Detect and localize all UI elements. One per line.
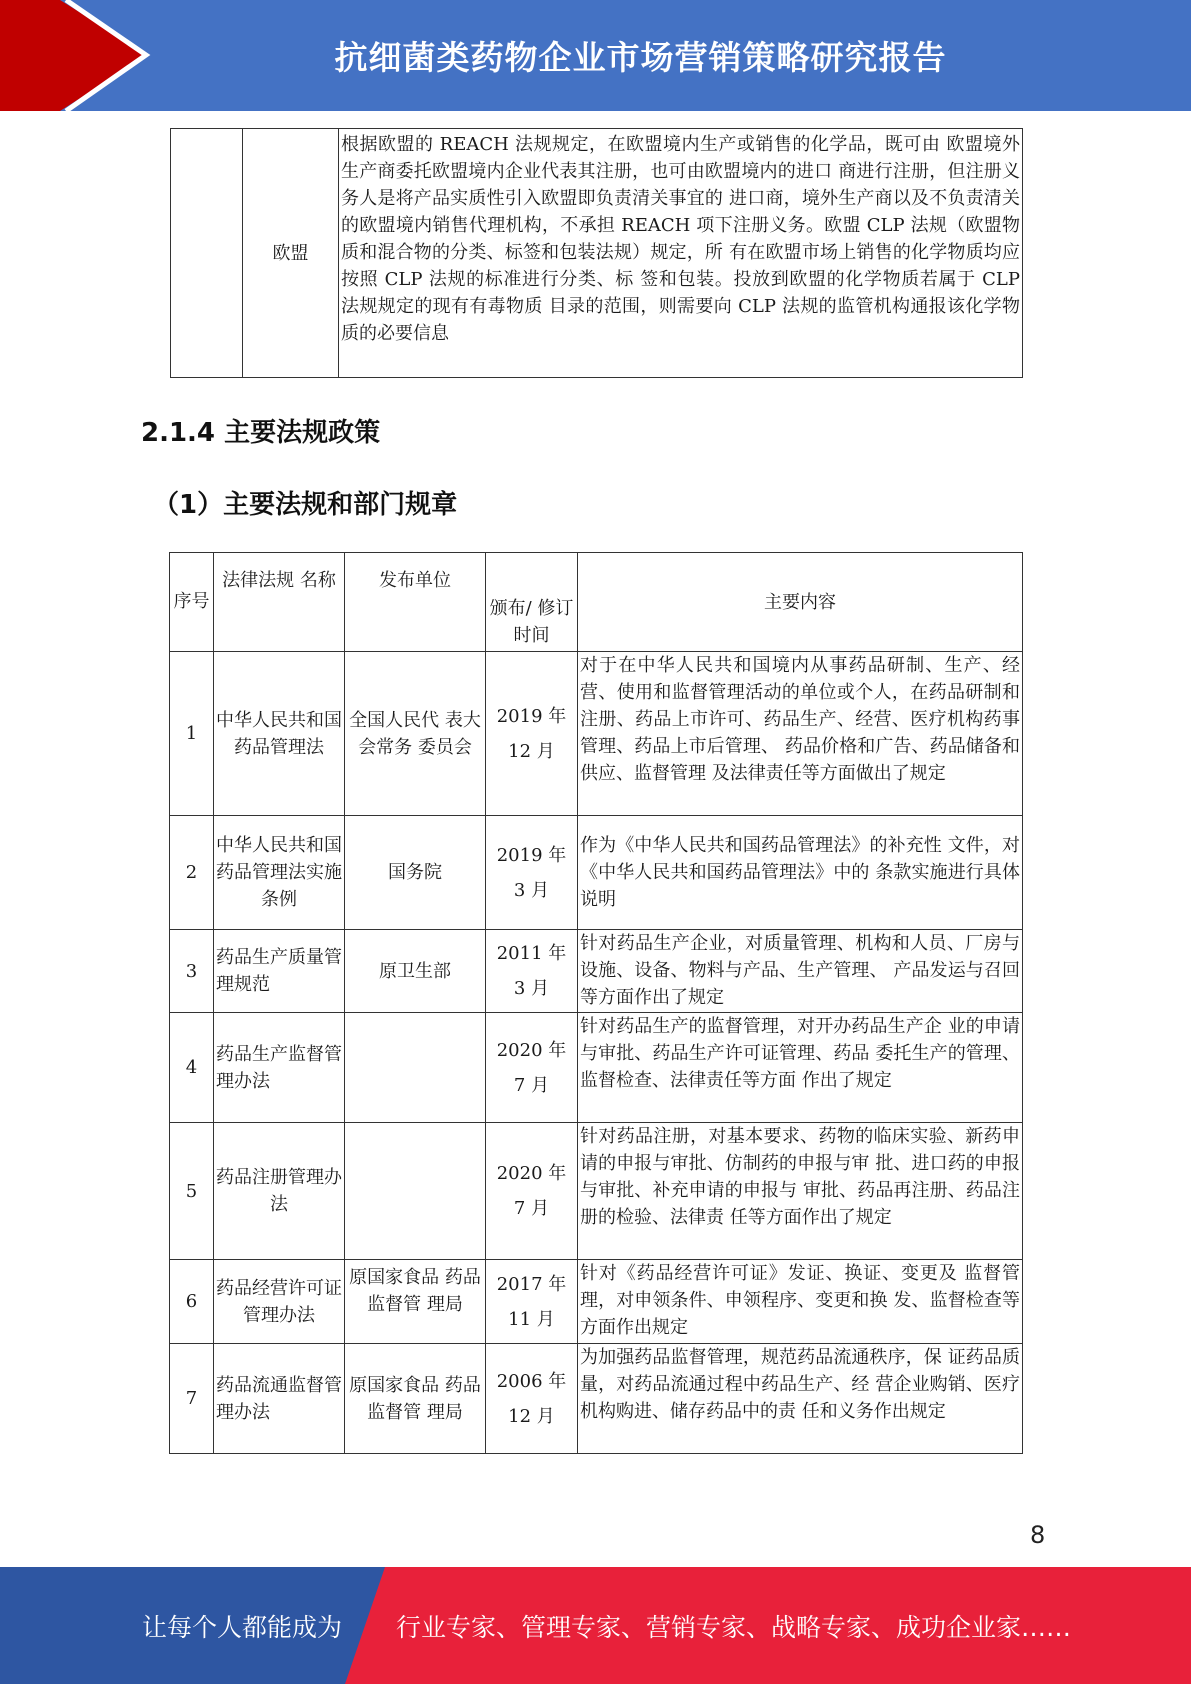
row-year: 2017 年 [496,1273,567,1295]
row-no: 3 [170,930,214,1013]
table-header-row [170,553,1023,652]
row-content: 针对《药品经营许可证》发证、换证、变更及 监督管理，对申领条件、申领程序、变更和换 发、监督检查等方面作出规定 [578,1260,1023,1344]
table-row [170,1260,1023,1344]
row-year: 2019 年 [496,705,567,727]
table-row [170,1344,1023,1454]
row-content: 为加强药品监督管理，规范药品流通秩序，保 证药品质量，对药品流通过程中药品生产、经 营企业购销、医疗机构购进、储存药品中的责 任和义务作出规定 [578,1344,1023,1454]
row-month: 12 月 [508,1405,555,1427]
row-month: 3 月 [513,879,550,901]
row-no: 6 [170,1260,214,1344]
region-content-cell: 根据欧盟的 REACH 法规规定，在欧盟境内生产或销售的化学品，既可由 欧盟境外生产商委托欧盟境内企业代表其注册，也可由欧盟境内的进口 商进行注册，但注册义务人是将产品实质性引入欧盟即负责清关事宜的 进口商，境外生产商以及不负责清关的欧盟境内销售代理机构，不承担 REACH 项下注册义务。欧盟 CLP 法规（欧盟物质和混合物的分类、标签和包装法规）规定，所 有在欧盟市场上销售的化学物质均应按照 CLP 法规的标准进行分类、标 签和包装。投放到欧盟的化学物质若属于 CLP 法规规定的现有有毒物质 目录的范围，则需要向 CLP 法规的监管机构通报该化学物质的必要信息 [339,129,1023,378]
row-month: 12 月 [508,740,555,762]
row-issuer: 国务院 [345,816,486,930]
subsection-heading: （1）主要法规和部门规章 [153,490,458,520]
region-regulation-table [170,128,1023,378]
row-date [486,1260,578,1344]
table-row [170,930,1023,1013]
row-month: 11 月 [508,1308,555,1330]
row-content: 对于在中华人民共和国境内从事药品研制、生产、经营、使用和监督管理活动的单位或个人，在药品研制和注册、药品上市许可、药品生产、经营、医疗机构药事管理、药品上市后管理、 药品价格和广告、药品储备和供应、监督管理 及法律责任等方面做出了规定 [578,652,1023,816]
row-date [486,1344,578,1454]
law-regulation-table [169,552,1023,1454]
row-year: 2020 年 [496,1039,567,1061]
row-no: 1 [170,652,214,816]
row-date [486,1013,578,1123]
row-year: 2019 年 [496,844,567,866]
table-row [171,129,1023,378]
header-name: 法律法规 名称 [214,553,345,652]
row-name: 药品生产监督管理办法 [214,1013,345,1123]
row-content: 针对药品生产企业，对质量管理、机构和人员、厂房与设施、设备、物料与产品、生产管理、 产品发运与召回等方面作出了规定 [578,930,1023,1013]
row-date [486,930,578,1013]
row-month: 7 月 [513,1074,550,1096]
row-name: 中华人民共和国药品管理法实施条例 [214,816,345,930]
table-row [170,652,1023,816]
table-row [170,1013,1023,1123]
row-month: 3 月 [513,978,550,999]
row-no: 2 [170,816,214,930]
row-month: 7 月 [513,1198,550,1219]
row-issuer: 全国人民代 表大会常务 委员会 [345,652,486,816]
header-chevron-graphic [0,0,160,111]
row-no: 4 [170,1013,214,1123]
page-header [0,0,1191,111]
row-content: 作为《中华人民共和国药品管理法》的补充性 文件，对《中华人民共和国药品管理法》中的 条款实施进行具体说明 [578,816,1023,930]
row-name: 药品流通监督管理办法 [214,1344,345,1454]
row-issuer [345,1013,486,1123]
row-no: 7 [170,1344,214,1454]
row-name: 中华人民共和国药品管理法 [214,652,345,816]
row-issuer: 原卫生部 [345,930,486,1013]
row-date [486,1123,578,1260]
footer-slogan-right: 行业专家、管理专家、营销专家、战略专家、成功企业家…… [396,1612,1072,1642]
row-no: 5 [170,1123,214,1260]
row-content: 针对药品生产的监督管理，对开办药品生产企 业的申请与审批、药品生产许可证管理、药品 委托生产的管理、监督检查、法律责任等方面 作出了规定 [578,1013,1023,1123]
footer-slogan-left: 让每个人都能成为 [142,1612,343,1642]
region-seq-cell [171,129,243,378]
header-no: 序号 [170,553,214,652]
row-year: 2011 年 [496,943,567,964]
row-date [486,816,578,930]
row-year: 2006 年 [496,1370,567,1392]
row-date [486,652,578,816]
row-name: 药品生产质量管理规范 [214,930,345,1013]
row-year: 2020 年 [496,1163,567,1184]
section-heading: 2.1.4 主要法规政策 [141,418,381,448]
page-footer [0,1567,1191,1684]
header-date: 颁布/ 修订 时间 [486,553,578,652]
row-name: 药品经营许可证管理办法 [214,1260,345,1344]
row-issuer [345,1123,486,1260]
region-name-cell: 欧盟 [243,129,339,378]
row-issuer: 原国家食品 药品监督管 理局 [345,1344,486,1454]
page-number: 8 [1030,1521,1046,1549]
table-row [170,1123,1023,1260]
row-issuer: 原国家食品 药品监督管 理局 [345,1260,486,1344]
row-name: 药品注册管理办法 [214,1123,345,1260]
row-content: 针对药品注册，对基本要求、药物的临床实验、新药申请的申报与审批、仿制药的申报与审 批、进口药的申报与审批、补充申请的申报与 审批、药品再注册、药品注册的检验、法律责 任等方面作出了规定 [578,1123,1023,1260]
header-content: 主要内容 [578,553,1023,652]
report-title: 抗细菌类药物企业市场营销策略研究报告 [334,38,947,77]
table-row [170,816,1023,930]
header-issuer: 发布单位 [345,553,486,652]
